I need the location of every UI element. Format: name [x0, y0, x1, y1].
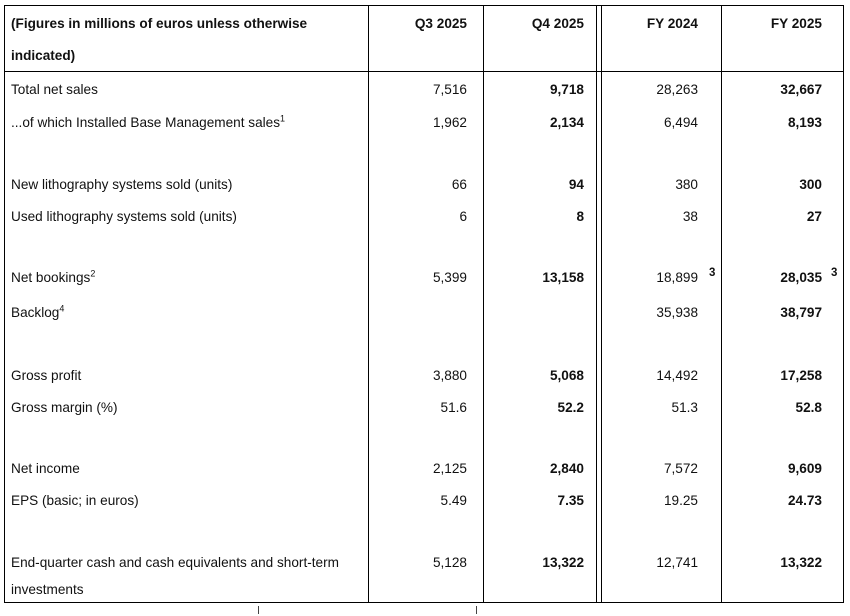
- cell-q3-2025: 51.6: [440, 400, 467, 415]
- row-label-backlog: [11, 305, 64, 321]
- cell-q3-2025: 2,125: [432, 461, 467, 476]
- row-label-cash-line1: End-quarter cash and cash equivalents and short-term: [11, 555, 339, 570]
- row-label-used-systems-sold: Used lithography systems sold (units): [11, 209, 237, 224]
- table-border-right: [843, 5, 844, 603]
- cell-fy-2025: 24.73: [787, 493, 822, 508]
- financial-summary-table: [4, 5, 844, 603]
- cell-fy-2025: 38,797: [780, 305, 822, 320]
- row-label-net-bookings: [11, 270, 95, 286]
- cropped-footer-marks: [0, 604, 850, 616]
- cell-fy-2024: 12,741: [656, 555, 698, 570]
- cell-fy-2025: 13,322: [780, 555, 822, 570]
- row-label-installed-base-management: [11, 115, 285, 131]
- cell-fy-2025: 300: [799, 177, 822, 192]
- cell-q4-2025: 94: [568, 177, 584, 192]
- footnote-ref: 1: [280, 113, 286, 124]
- row-label-gross-profit: Gross profit: [11, 368, 82, 383]
- cell-fy-2024: 7,572: [663, 461, 698, 476]
- footnote-ref: 2: [90, 268, 96, 279]
- cell-fy-2025: 9,609: [787, 461, 822, 476]
- header-divider: [4, 71, 844, 72]
- row-label-text: Net bookings: [11, 270, 91, 285]
- cell-q4-2025: 9,718: [549, 82, 584, 97]
- row-label-new-systems-sold: New lithography systems sold (units): [11, 177, 233, 192]
- table-border-top: [4, 5, 844, 6]
- column-divider: [596, 5, 597, 603]
- column-divider: [483, 5, 484, 603]
- header-label-line1: (Figures in millions of euros unless otherwise: [11, 16, 308, 31]
- cell-q4-2025: 8: [576, 209, 584, 224]
- column-header-q3-2025: Q3 2025: [414, 16, 467, 31]
- column-header-fy-2024: FY 2024: [646, 16, 698, 31]
- column-header-fy-2025: FY 2025: [770, 16, 822, 31]
- row-label-eps: EPS (basic; in euros): [11, 493, 139, 508]
- cell-fy-2024: 6,494: [663, 115, 698, 130]
- cell-q3-2025: 66: [451, 177, 467, 192]
- row-label-cash-line2: investments: [11, 582, 84, 597]
- footnote-ref-fy-2024: 3: [709, 267, 716, 279]
- cell-q3-2025: 6: [459, 209, 467, 224]
- cell-fy-2024: 28,263: [656, 82, 698, 97]
- column-header-q4-2025: Q4 2025: [531, 16, 584, 31]
- cell-fy-2024: 35,938: [656, 305, 698, 320]
- cell-fy-2024: 38: [682, 209, 698, 224]
- cell-fy-2024: 18,899: [656, 270, 698, 285]
- cell-q3-2025: 7,516: [432, 82, 467, 97]
- column-divider: [721, 5, 722, 603]
- row-label-net-income: Net income: [11, 461, 80, 476]
- footnote-ref-fy-2025: 3: [831, 267, 838, 279]
- cell-q4-2025: 2,840: [549, 461, 584, 476]
- cell-fy-2024: 14,492: [656, 368, 698, 383]
- cell-q4-2025: 2,134: [549, 115, 584, 130]
- cell-q3-2025: 5.49: [440, 493, 467, 508]
- cell-fy-2025: 28,035: [780, 270, 822, 285]
- table-border-left: [4, 5, 5, 603]
- row-label-total-net-sales: Total net sales: [11, 82, 98, 97]
- cell-q4-2025: 52.2: [557, 400, 584, 415]
- footnote-ref: 4: [59, 303, 65, 314]
- row-label-gross-margin: Gross margin (%): [11, 400, 118, 415]
- row-label-text: ...of which Installed Base Management sales: [11, 115, 281, 130]
- cell-q4-2025: 7.35: [557, 493, 584, 508]
- cell-fy-2025: 52.8: [795, 400, 822, 415]
- cropped-mark: [476, 606, 477, 614]
- cell-fy-2025: 32,667: [780, 82, 822, 97]
- cell-q3-2025: 5,128: [432, 555, 467, 570]
- cell-fy-2024: 380: [675, 177, 698, 192]
- cell-q3-2025: 1,962: [432, 115, 467, 130]
- cropped-mark: [258, 606, 259, 614]
- column-divider: [368, 5, 369, 603]
- header-label-line2: indicated): [11, 48, 76, 63]
- cell-q4-2025: 13,322: [542, 555, 584, 570]
- cell-fy-2025: 27: [806, 209, 822, 224]
- column-divider-double: [601, 5, 602, 603]
- cell-q4-2025: 13,158: [542, 270, 584, 285]
- cell-q4-2025: 5,068: [549, 368, 584, 383]
- cell-fy-2025: 8,193: [787, 115, 822, 130]
- cell-q3-2025: 3,880: [432, 368, 467, 383]
- cell-fy-2024: 51.3: [671, 400, 698, 415]
- cell-fy-2024: 19.25: [663, 493, 698, 508]
- row-label-text: Backlog: [11, 305, 60, 320]
- cell-fy-2025: 17,258: [780, 368, 822, 383]
- table-border-bottom: [4, 602, 844, 603]
- cell-q3-2025: 5,399: [432, 270, 467, 285]
